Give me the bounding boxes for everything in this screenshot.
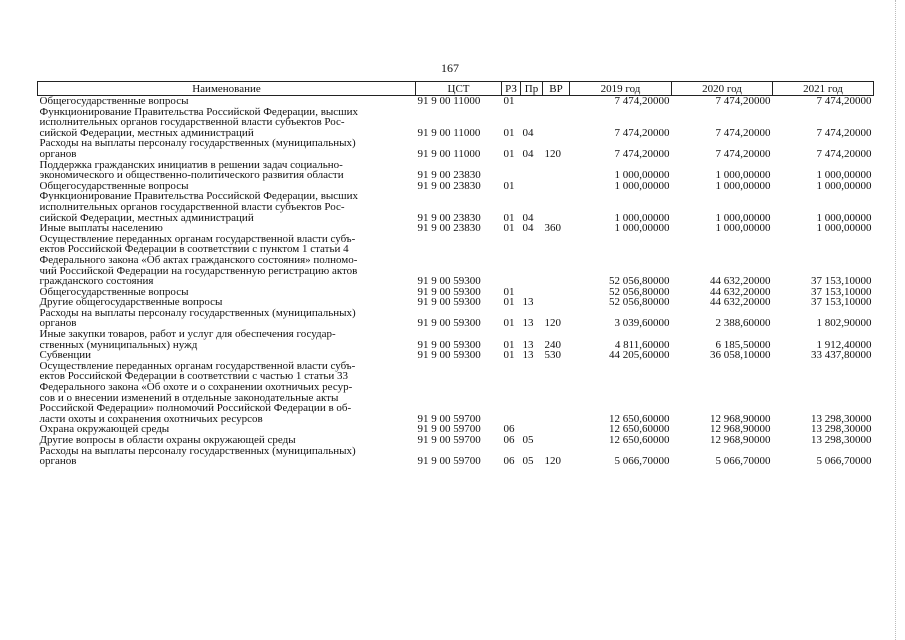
row-rz: 01 [503,147,515,160]
row-pr [521,181,543,192]
row-amount-2019: 44 205,60000 [609,349,670,362]
table-row [38,435,874,446]
row-name: Расходы на выплаты персоналу государственных (муниципальных) органов [39,444,356,468]
row-name: Осуществление переданных органам государственной власти субъ- ектов Российской Федерации в соответствии с частью 1 статьи 33 Федерального закона «Об охоте и о сохранении охотничьих ресур- сов и о внесении изменений в отдельные законодательные акты Российской Федерации» полномочий Российской Федерации в об- ласти охоты и сохранения охотничьих ресурсов [39,359,356,425]
row-cst: 91 9 00 11000 [417,126,481,139]
row-pr: 04 [522,126,534,139]
row-vr: 120 [544,317,561,330]
row-cst: 91 9 00 11000 [417,147,481,160]
row-pr: 04 [522,147,534,160]
row-name: Расходы на выплаты персоналу государственных (муниципальных) органов [39,306,356,330]
row-amount-2019: 1 000,00000 [614,222,670,235]
row-cst: 91 9 00 59700 [417,434,481,446]
row-amount-2021: 7 474,20000 [816,95,872,107]
row-cst: 91 9 00 59300 [417,338,481,351]
row-rz: 06 [503,423,515,436]
row-rz: 01 [503,296,515,309]
row-pr [521,361,543,425]
row-rz: 06 [503,434,515,446]
row-name: Охрана окружающей среды [39,423,170,436]
table-row [38,160,874,181]
row-amount-2020: 7 474,20000 [715,147,771,160]
row-amount-2021: 1 912,40000 [816,338,872,351]
row-amount-2020: 12 968,90000 [710,412,771,425]
column-header-2020: 2020 год [672,82,773,96]
row-amount-2020: 1 000,00000 [715,169,771,182]
row-rz: 01 [503,349,515,362]
row-pr: 13 [522,338,534,351]
row-vr: 120 [544,455,561,468]
row-amount-2020: 12 968,90000 [710,434,771,446]
row-pr: 04 [522,211,534,224]
row-cst: 91 9 00 23830 [417,222,481,235]
row-amount-2020: 2 388,60000 [715,317,771,330]
table-header [38,82,874,96]
table-row [38,446,874,467]
row-cst: 91 9 00 59700 [417,455,481,468]
row-rz [502,361,521,425]
table-row [38,96,874,107]
row-name: Общегосударственные вопросы [39,179,189,192]
row-amount-2020: 7 474,20000 [715,126,771,139]
column-header-2021: 2021 год [773,82,874,96]
row-vr [543,287,570,298]
row-rz: 01 [503,179,515,192]
row-vr: 240 [544,338,561,351]
row-amount-2019: 5 066,70000 [614,455,670,468]
row-vr: 530 [544,349,561,362]
column-header-2019: 2019 год [570,82,672,96]
row-name: Другие общегосударственные вопросы [39,296,223,309]
row-amount-2019: 12 650,60000 [609,434,670,446]
row-name: Иные закупки товаров, работ и услуг для обеспечения государ- ственных (муниципальных) нужд [39,328,336,351]
row-cst: 91 9 00 59700 [417,423,481,436]
row-vr [543,424,570,435]
row-amount-2021: 5 066,70000 [816,455,872,468]
row-name: Расходы на выплаты персоналу государственных (муниципальных) органов [39,137,356,160]
row-amount-2019: 7 474,20000 [614,95,670,107]
row-amount-2020: 44 632,20000 [710,275,771,288]
row-amount-2021: 1 000,00000 [816,211,872,224]
row-vr [543,96,570,107]
row-rz [502,234,521,287]
row-amount-2019: 1 000,00000 [614,211,670,224]
row-vr [543,107,570,139]
row-amount-2021: 1 000,00000 [816,179,872,192]
row-amount-2021: 37 153,10000 [811,275,872,288]
row-name: Функционирование Правительства Российской Федерации, высших исполнительных органов государственной власти субъектов Рос- сийской Федерации, местных администраций [39,105,359,139]
row-name: Другие вопросы в области охраны окружающей среды [39,434,296,446]
budget-table [37,81,874,467]
row-amount-2019: 1 000,00000 [614,179,670,192]
table-row [38,138,874,159]
table-row [38,361,874,425]
row-amount-2021: 1 000,00000 [816,222,872,235]
row-vr [543,234,570,287]
row-rz: 01 [503,126,515,139]
table-body [38,96,874,467]
row-pr: 04 [522,222,534,235]
row-pr [521,160,543,181]
row-vr [543,191,570,223]
row-cst: 91 9 00 11000 [417,95,481,107]
row-amount-2021: 13 298,30000 [811,423,872,436]
row-rz: 06 [503,455,515,468]
row-amount-2019: 1 000,00000 [614,169,670,182]
row-rz [502,160,521,181]
row-cst: 91 9 00 59700 [417,412,481,425]
row-cst: 91 9 00 59300 [417,296,481,309]
row-vr [543,435,570,446]
row-rz: 01 [503,338,515,351]
row-cst: 91 9 00 59300 [417,317,481,330]
row-name: Поддержка гражданских инициатив в решении задач социально- экономического и общественно-политического развития области [39,158,344,182]
row-name: Субвенции [39,349,92,362]
row-pr: 05 [522,455,534,468]
row-amount-2020: 7 474,20000 [715,95,771,107]
row-amount-2021: 1 802,90000 [816,317,872,330]
row-cst: 91 9 00 59300 [417,285,481,298]
row-cst: 91 9 00 23830 [417,179,481,192]
column-header-vr: ВР [543,82,570,96]
row-vr: 120 [544,147,561,160]
row-cst: 91 9 00 59300 [417,275,481,288]
row-pr [521,234,543,287]
row-rz: 01 [503,222,515,235]
row-vr [543,181,570,192]
row-amount-2019: 12 650,60000 [609,412,670,425]
row-amount-2021: 1 000,00000 [816,169,872,182]
row-amount-2021: 7 474,20000 [816,126,872,139]
row-rz: 01 [503,317,515,330]
row-amount-2019: 52 056,80000 [609,296,670,309]
row-amount-2020: 1 000,00000 [715,179,771,192]
row-rz: 01 [503,95,515,107]
row-amount-2019: 7 474,20000 [614,147,670,160]
table-row [38,308,874,329]
row-amount-2021: 13 298,30000 [811,434,872,446]
row-amount-2019: 4 811,60000 [614,338,670,351]
row-amount-2020: 6 185,50000 [715,338,771,351]
row-amount-2020: 12 968,90000 [710,423,771,436]
table-row [38,329,874,350]
row-amount-2019: 52 056,80000 [609,285,670,298]
row-name: Иные выплаты населению [39,222,163,235]
table-row [38,107,874,139]
row-amount-2020: 1 000,00000 [715,222,771,235]
row-pr: 13 [522,296,534,309]
row-vr [543,297,570,308]
column-header-rz: РЗ [502,82,521,96]
row-amount-2021: 37 153,10000 [811,296,872,309]
row-amount-2020: 5 066,70000 [715,455,771,468]
row-name: Общегосударственные вопросы [39,285,189,298]
row-pr: 13 [522,317,534,330]
page-number: 167 [441,61,459,75]
row-vr: 360 [544,222,561,235]
row-pr: 13 [522,349,534,362]
row-amount-2021: 13 298,30000 [811,412,872,425]
row-rz: 01 [503,285,515,298]
row-vr [543,361,570,425]
column-header-cst: ЦСТ [416,82,502,96]
row-name: Общегосударственные вопросы [39,95,189,107]
row-rz: 01 [503,211,515,224]
row-pr [521,96,543,107]
row-amount-2021: 7 474,20000 [816,147,872,160]
row-pr: 05 [522,434,534,446]
row-amount-2019: 7 474,20000 [614,126,670,139]
row-amount-2019: 12 650,60000 [609,423,670,436]
row-amount-2019: 3 039,60000 [614,317,670,330]
row-amount-2021: 33 437,80000 [811,349,872,362]
column-header-name: Наименование [38,82,416,96]
row-amount-2020: 44 632,20000 [710,296,771,309]
column-header-pr: Пр [521,82,543,96]
row-amount-2021: 37 153,10000 [811,285,872,298]
scan-edge-line [895,0,897,640]
row-cst: 91 9 00 23830 [417,169,481,182]
table-row [38,191,874,223]
row-vr [543,160,570,181]
row-amount-2020: 1 000,00000 [715,211,771,224]
row-cst: 91 9 00 23830 [417,211,481,224]
row-amount-2020: 36 058,10000 [710,349,771,362]
row-name: Функционирование Правительства Российской Федерации, высших исполнительных органов государственной власти субъектов Рос- сийской Федерации, местных администраций [39,190,359,224]
row-name: Осуществление переданных органам государственной власти субъ- ектов Российской Федерации в соответствии с пунктом 1 статьи 4 Федерального закона «Об актах гражданского состояния» полномо- чий Российской Федерации на государственную регистрацию актов гражданского состояния [39,232,358,288]
row-amount-2020: 44 632,20000 [710,285,771,298]
table-row [38,234,874,287]
row-cst: 91 9 00 59300 [417,349,481,362]
row-amount-2019: 52 056,80000 [609,275,670,288]
